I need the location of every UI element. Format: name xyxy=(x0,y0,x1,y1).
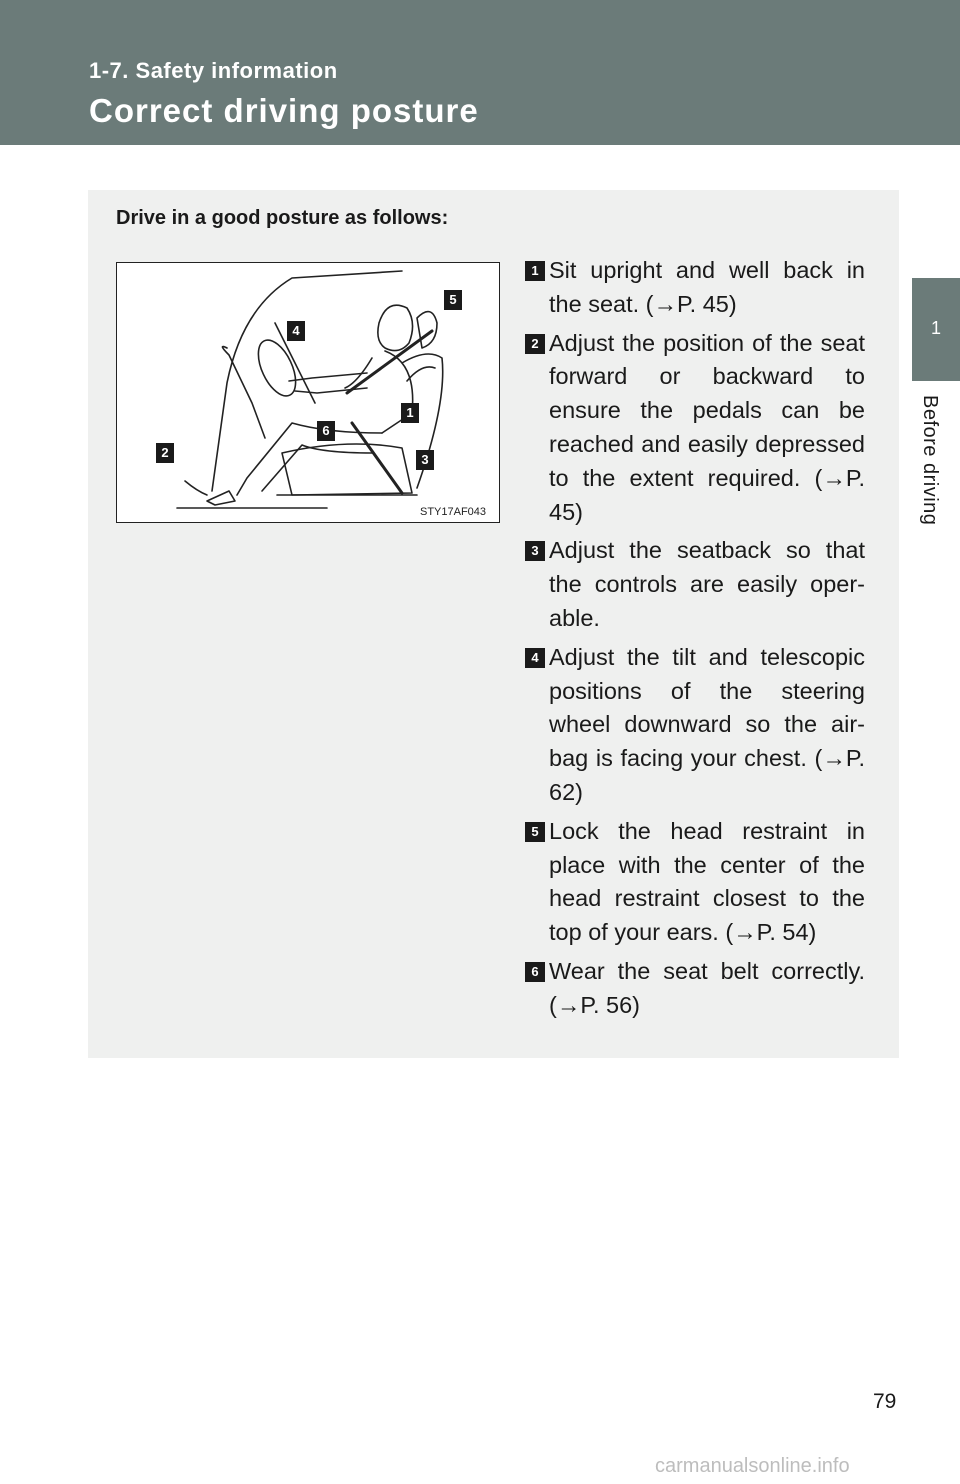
callout-6: 6 xyxy=(317,421,335,441)
step-item xyxy=(525,327,865,530)
chapter-tab[interactable]: 1 xyxy=(912,278,960,381)
step-item xyxy=(525,254,865,322)
step-number: 4 xyxy=(525,648,545,668)
step-number: 5 xyxy=(525,822,545,842)
watermark[interactable]: carmanualsonline.info xyxy=(655,1455,850,1477)
step-text: Wear the seat belt correctly. (→P. 56) xyxy=(549,957,865,1018)
step-text: Adjust the seatback so that the controls are easily oper-able. xyxy=(549,537,865,631)
callout-3: 3 xyxy=(416,450,434,470)
step-text: Adjust the tilt and telescopic positions of the steering wheel downward so the air-bag is facing your chest. (→P. 62) xyxy=(549,643,865,805)
step-text: Sit upright and well back in the seat. (→P. 45) xyxy=(549,257,865,317)
posture-illustration xyxy=(116,262,500,523)
figure-code: STY17AF043 xyxy=(420,506,487,518)
callout-4: 4 xyxy=(287,321,305,341)
chapter-label: Before driving xyxy=(919,395,941,526)
callout-5: 5 xyxy=(444,290,462,310)
callout-1: 1 xyxy=(401,403,419,423)
step-number: 2 xyxy=(525,334,545,354)
posture-steps xyxy=(525,254,865,1028)
page-title: Correct driving posture xyxy=(89,92,479,129)
step-number: 1 xyxy=(525,261,545,281)
callout-2: 2 xyxy=(156,443,174,463)
step-number: 6 xyxy=(525,962,545,982)
step-text: Adjust the position of the seat forward or backward to ensure the pedals can be reached and easily depressed to the extent required. (→P. 45) xyxy=(549,329,865,525)
intro-text: Drive in a good posture as follows: xyxy=(116,207,449,229)
page-header xyxy=(0,0,960,145)
step-item xyxy=(525,641,865,810)
step-item xyxy=(525,815,865,950)
step-item xyxy=(525,955,865,1023)
step-number: 3 xyxy=(525,541,545,561)
section-label: 1-7. Safety information xyxy=(89,58,338,83)
step-item xyxy=(525,534,865,635)
page-number: 79 xyxy=(873,1390,897,1413)
step-text: Lock the head restraint in place with the center of the head restraint closest to the top of your ears. (→P. 54) xyxy=(549,817,865,946)
driver-posture-drawing xyxy=(117,263,499,522)
